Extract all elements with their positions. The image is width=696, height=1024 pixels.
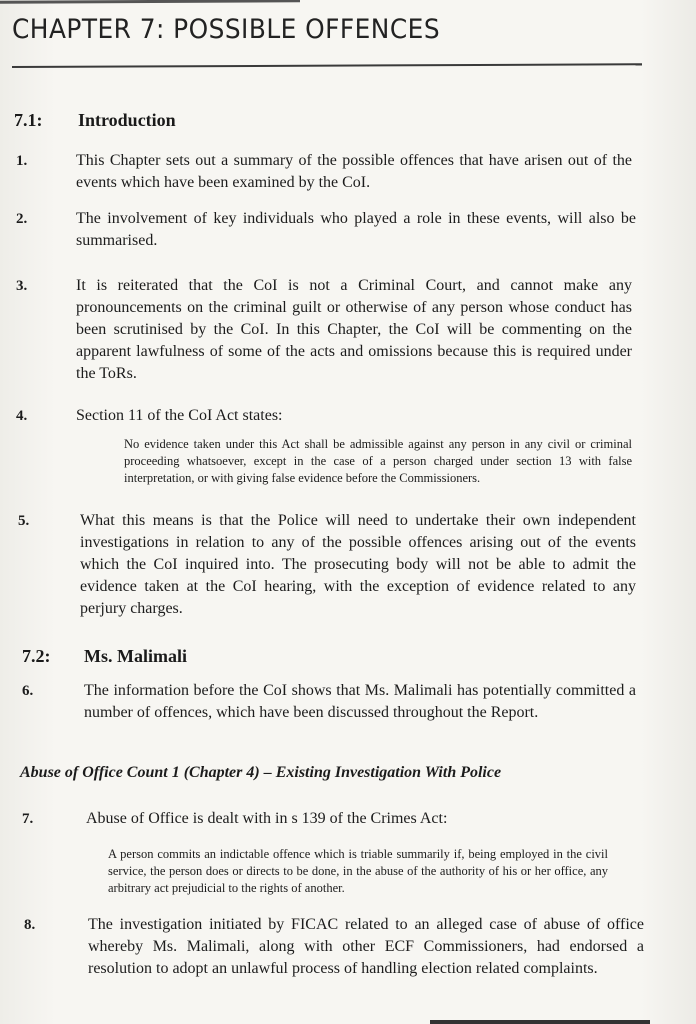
section-title: Ms. Malimali (84, 646, 187, 666)
paragraph-text: What this means is that the Police will need to undertake their own independent investigations in relation to any of the possible offences arising out of the events which the CoI inquired into. The prosecuting body will not be able to admit the evidence taken at the CoI hearing, with the exception of evidence related to any perjury charges. (80, 512, 636, 617)
paragraph-text: Section 11 of the CoI Act states: (76, 407, 283, 424)
section-number: 7.1: (14, 110, 43, 130)
paragraph-number: 1. (16, 153, 28, 169)
top-rule (0, 0, 300, 4)
paragraph-text: Abuse of Office is dealt with in s 139 of the Crimes Act: (86, 810, 448, 827)
block-quote: No evidence taken under this Act shall be admissible against any person in any civil or criminal proceeding whatsoever, except in the case of a person charged under section 13 with false interpretation, or with giving false evidence before the Commissioners. (124, 437, 632, 485)
bottom-rule (430, 1020, 650, 1024)
chapter-title: CHAPTER 7: POSSIBLE OFFENCES (12, 14, 441, 45)
paragraph-text: This Chapter sets out a summary of the possible offences that have arisen out of the events which have been examined by the CoI. (76, 152, 632, 191)
subheading: Abuse of Office Count 1 (Chapter 4) – Existing Investigation With Police (20, 764, 502, 781)
paragraph-number: 7. (22, 811, 34, 827)
paragraph-number: 4. (16, 408, 28, 424)
paragraph-text: The information before the CoI shows that Ms. Malimali has potentially committed a number of offences, which have been discussed throughout the Report. (84, 682, 636, 721)
paragraph-text: The investigation initiated by FICAC related to an alleged case of abuse of office whereby Ms. Malimali, along with other ECF Commissioners, had endorsed a resolution to adopt an unlawful process of handling election related complaints. (88, 916, 644, 977)
section-title: Introduction (78, 110, 176, 130)
paragraph-number: 2. (16, 211, 28, 227)
paragraph-text: The involvement of key individuals who played a role in these events, will also be summarised. (76, 210, 636, 249)
paragraph-number: 6. (22, 683, 34, 699)
paragraph-number: 8. (24, 917, 36, 933)
paragraph-number: 5. (18, 513, 30, 529)
paragraph-text: It is reiterated that the CoI is not a Criminal Court, and cannot make any pronouncements on the criminal guilt or otherwise of any person whose conduct has been scrutinised by the CoI. In this Chapter, the CoI will be commenting on the apparent lawfulness of some of the acts and omissions because this is required under the ToRs. (76, 277, 632, 382)
paragraph-number: 3. (16, 278, 28, 294)
block-quote: A person commits an indictable offence which is triable summarily if, being employed in the civil service, the person does or directs to be done, in the abuse of the authority of his or her office, any arbitrary act prejudicial to the rights of another. (108, 847, 608, 895)
section-number: 7.2: (22, 646, 51, 666)
title-divider (12, 63, 642, 68)
